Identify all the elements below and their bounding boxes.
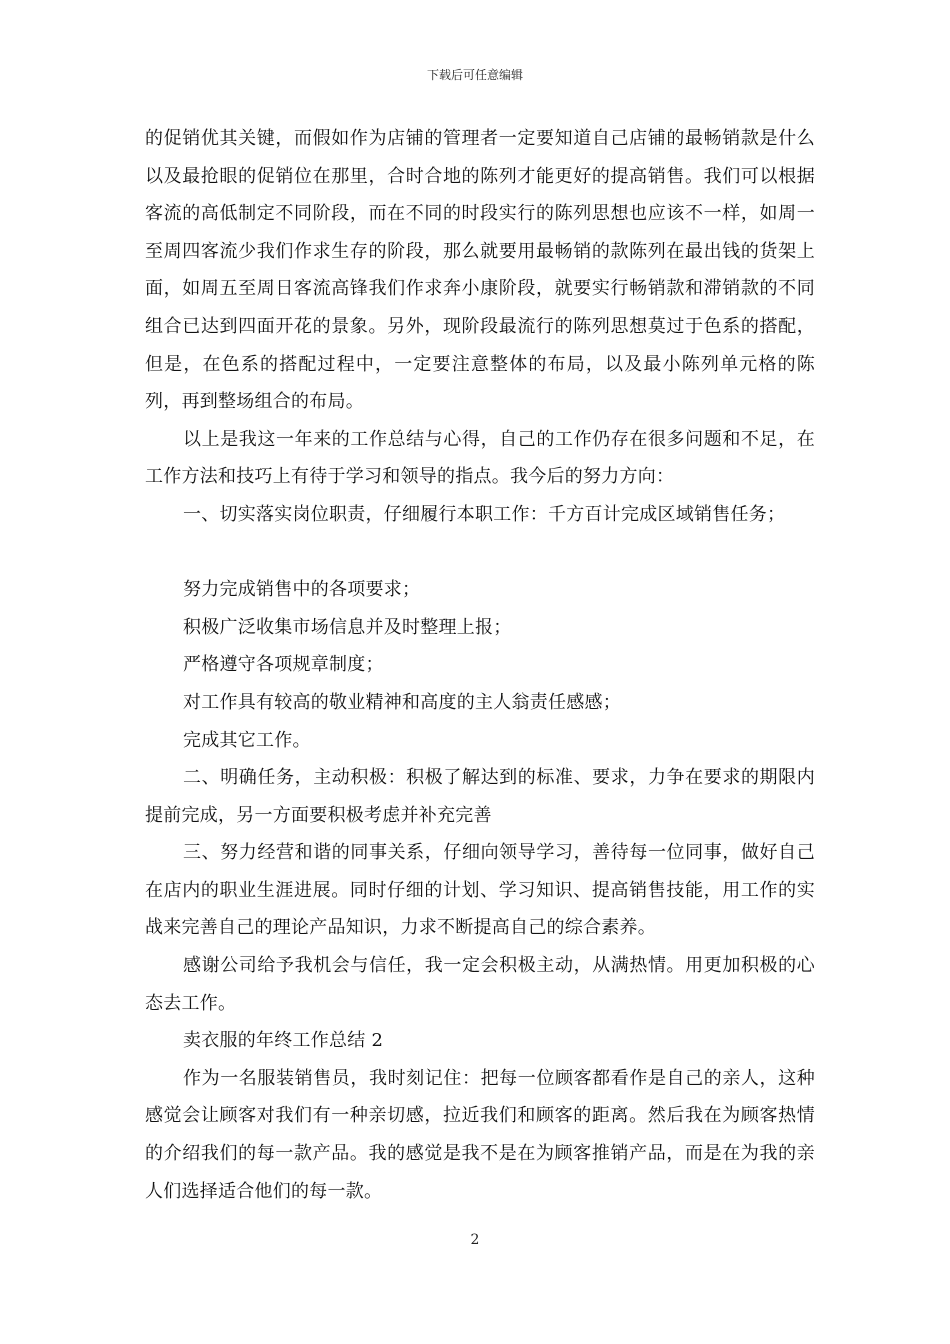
blank-line — [145, 534, 815, 572]
paragraph-goal-two: 二、明确任务，主动积极：积极了解达到的标准、要求，力争在要求的期限内提前完成，另一方面要积极考虑并补充完善 — [145, 767, 815, 826]
list-item: 完成其它工作。 — [183, 729, 311, 751]
section-heading: 卖衣服的年终工作总结 2 — [183, 1030, 384, 1052]
list-item: 严格遵守各项规章制度； — [183, 654, 384, 676]
paragraph-summary-intro: 以上是我这一年来的工作总结与心得，自己的工作仍存在很多问题和不足，在工作方法和技巧上有待于学习和领导的指点。我今后的努力方向： — [145, 428, 815, 488]
list-item: 积极广泛收集市场信息并及时整理上报； — [183, 616, 512, 638]
page-header: 下载后可任意编辑 — [426, 68, 523, 82]
list-item: 努力完成销售中的各项要求； — [183, 579, 421, 601]
paragraph-goal-three: 三、努力经营和谐的同事关系，仔细向领导学习，善待每一位同事，做好自己在店内的职业生涯进展。同时仔细的计划、学习知识、提高销售技能，用工作的实战来完善自己的理论产品知识，力求不断提高自己的综合素养。 — [145, 842, 815, 939]
paragraph-goal-one: 一、切实落实岗位职责，仔细履行本职工作：千方百计完成区域销售任务； — [183, 503, 786, 525]
paragraph-display-strategy: 的促销优其关键，而假如作为店铺的管理者一定要知道自己店铺的最畅销款是什么以及最抢眼的促销位在那里，合时合地的陈列才能更好的提高销售。我们可以根据客流的高低制定不同阶段，而在不同的时段实行的陈列思想也应该不一样，如周一至周四客流少我们作求生存的阶段，那么就要用最畅销的款陈列在最出钱的货架上面，如周五至周日客流高锋我们作求奔小康阶段，就要实行畅销款和滞销款的不同组合已达到四面开花的景象。另外，现阶段最流行的陈列思想莫过于色系的搭配，但是，在色系的搭配过程中，一定要注意整体的布局，以及最小陈列单元格的陈列，再到整场组合的布局。 — [145, 128, 815, 413]
paragraph-salesperson: 作为一名服装销售员，我时刻记住：把每一位顾客都看作是自己的亲人，这种感觉会让顾客对我们有一种亲切感，拉近我们和顾客的距离。然后我在为顾客热情的介绍我们的每一款产品。我的感觉是我不是在为顾客推销产品，而是在为我的亲人们选择适合他们的每一款。 — [145, 1067, 815, 1202]
page-number: 2 — [470, 1232, 480, 1248]
list-item: 对工作具有较高的敬业精神和高度的主人翁责任感感； — [183, 691, 621, 713]
document-body — [145, 120, 815, 1210]
paragraph-thanks: 感谢公司给予我机会与信任，我一定会积极主动，从满热情。用更加积极的心态去工作。 — [145, 955, 815, 1014]
